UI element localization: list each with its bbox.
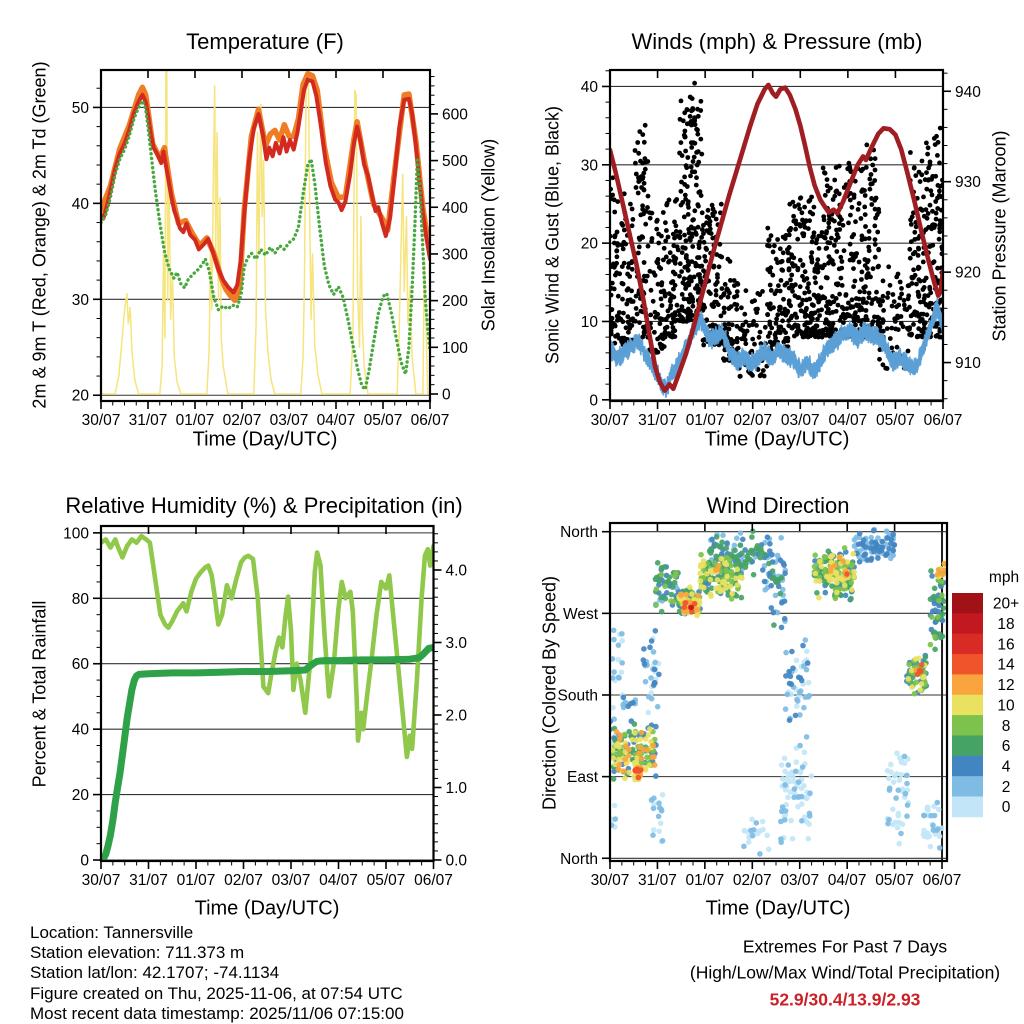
svg-text:40: 40 <box>580 78 598 96</box>
svg-text:31/07: 31/07 <box>638 872 677 889</box>
svg-text:30/07: 30/07 <box>590 412 630 429</box>
svg-text:50: 50 <box>71 99 89 117</box>
svg-text:100: 100 <box>442 339 468 357</box>
extremes-heading: Extremes For Past 7 Days <box>742 936 948 957</box>
svg-text:05/07: 05/07 <box>363 412 403 429</box>
svg-text:12: 12 <box>997 677 1015 695</box>
svg-text:04/07: 04/07 <box>319 872 358 889</box>
svg-text:02/07: 02/07 <box>732 872 772 889</box>
svg-text:West: West <box>562 605 598 623</box>
figure-created-timestamp: Figure created on Thu, 2025-11-06, at 07:54 UTC <box>30 983 403 1003</box>
svg-text:31/07: 31/07 <box>128 412 168 429</box>
svg-text:2.0: 2.0 <box>445 707 468 725</box>
humidity-chart-title: Relative Humidity (%) & Precipitation (in) <box>65 493 463 518</box>
svg-text:East: East <box>566 769 598 787</box>
most-recent-data-timestamp: Most recent data timestamp: 2025/11/06 07:15:00 <box>30 1003 404 1023</box>
svg-text:0: 0 <box>442 386 451 404</box>
svg-text:05/07: 05/07 <box>875 872 914 889</box>
svg-text:0: 0 <box>80 852 89 870</box>
svg-text:20: 20 <box>580 235 598 253</box>
svg-text:05/07: 05/07 <box>876 412 915 429</box>
svg-text:30: 30 <box>71 291 89 309</box>
svg-text:8: 8 <box>1001 717 1011 735</box>
svg-text:200: 200 <box>442 293 468 311</box>
svg-text:300: 300 <box>442 246 468 264</box>
svg-text:40: 40 <box>71 721 89 739</box>
svg-text:01/07: 01/07 <box>685 412 725 429</box>
svg-text:3.0: 3.0 <box>445 634 468 652</box>
svg-text:0: 0 <box>589 392 598 410</box>
temperature-xaxis-label: Time (Day/UTC) <box>192 428 338 451</box>
svg-text:0: 0 <box>1001 799 1011 817</box>
temperature-chart-title: Temperature (F) <box>186 29 344 54</box>
svg-text:20: 20 <box>71 387 89 405</box>
svg-text:31/07: 31/07 <box>638 412 677 429</box>
direction-chart-title: Wind Direction <box>706 493 850 518</box>
svg-text:South: South <box>557 687 598 705</box>
svg-text:30/07: 30/07 <box>590 872 630 889</box>
svg-text:0.0: 0.0 <box>445 852 468 870</box>
svg-text:01/07: 01/07 <box>175 412 215 429</box>
svg-text:920: 920 <box>955 264 981 282</box>
speed-legend-title: mph <box>988 569 1020 586</box>
svg-text:30/07: 30/07 <box>81 872 121 889</box>
svg-text:6: 6 <box>1001 738 1011 756</box>
direction-xaxis-label: Time (Day/UTC) <box>705 897 851 920</box>
svg-text:20: 20 <box>71 787 89 805</box>
svg-text:06/07: 06/07 <box>923 412 963 429</box>
station-metadata <box>30 923 404 1024</box>
svg-text:01/07: 01/07 <box>685 872 725 889</box>
svg-text:400: 400 <box>442 199 468 217</box>
svg-text:18: 18 <box>997 616 1015 634</box>
svg-text:04/07: 04/07 <box>316 412 356 429</box>
svg-text:2: 2 <box>1001 778 1011 796</box>
extremes-values: 52.9/30.4/13.9/2.93 <box>769 989 921 1010</box>
svg-text:910: 910 <box>955 355 981 373</box>
svg-text:06/07: 06/07 <box>922 872 962 889</box>
svg-text:06/07: 06/07 <box>414 872 453 889</box>
svg-text:80: 80 <box>71 590 89 608</box>
svg-text:16: 16 <box>997 636 1015 654</box>
svg-text:10: 10 <box>580 313 598 331</box>
svg-text:930: 930 <box>955 174 981 192</box>
winds-right-axis-title: Station Pressure (Maroon) <box>989 130 1010 342</box>
svg-text:03/07: 03/07 <box>780 872 820 889</box>
svg-text:940: 940 <box>955 83 981 101</box>
svg-text:600: 600 <box>442 106 468 124</box>
direction-left-axis-title: Direction (Colored By Speed) <box>539 575 560 811</box>
humidity-left-axis-title: Percent & Total Rainfall <box>29 600 50 788</box>
svg-text:01/07: 01/07 <box>176 872 216 889</box>
svg-text:14: 14 <box>997 656 1015 674</box>
winds-xaxis-label: Time (Day/UTC) <box>704 428 850 451</box>
humidity-xaxis-label: Time (Day/UTC) <box>194 897 340 920</box>
svg-text:10: 10 <box>997 697 1015 715</box>
svg-text:05/07: 05/07 <box>366 872 406 889</box>
temperature-left-axis-title: 2m & 9m T (Red, Orange) & 2m Td (Green) <box>29 61 50 409</box>
svg-text:03/07: 03/07 <box>269 412 309 429</box>
svg-text:North: North <box>560 850 598 868</box>
svg-text:02/07: 02/07 <box>222 412 262 429</box>
svg-text:60: 60 <box>71 656 89 674</box>
winds-chart-title: Winds (mph) & Pressure (mb) <box>631 29 923 54</box>
svg-text:100: 100 <box>63 525 89 543</box>
svg-text:4.0: 4.0 <box>445 562 468 580</box>
svg-text:500: 500 <box>442 153 468 171</box>
station-latlon: Station lat/lon: 42.1707; -74.1134 <box>30 963 280 983</box>
svg-text:03/07: 03/07 <box>271 872 311 889</box>
winds-left-axis-title: Sonic Wind & Gust (Blue, Black) <box>542 105 563 365</box>
svg-text:04/07: 04/07 <box>828 412 868 429</box>
svg-text:30/07: 30/07 <box>81 412 121 429</box>
svg-text:06/07: 06/07 <box>410 412 450 429</box>
svg-text:20+: 20+ <box>992 595 1020 613</box>
temperature-right-axis-title: Solar Insolation (Yellow) <box>478 138 499 332</box>
svg-text:1.0: 1.0 <box>445 779 468 797</box>
svg-text:02/07: 02/07 <box>224 872 263 889</box>
svg-text:40: 40 <box>71 195 89 213</box>
svg-text:02/07: 02/07 <box>733 412 773 429</box>
svg-text:31/07: 31/07 <box>129 872 168 889</box>
station-elevation: Station elevation: 711.373 m <box>30 943 245 963</box>
station-location: Location: Tannersville <box>30 923 194 942</box>
svg-text:4: 4 <box>1001 758 1011 776</box>
svg-text:30: 30 <box>580 157 598 175</box>
svg-text:03/07: 03/07 <box>780 412 820 429</box>
svg-text:North: North <box>560 524 598 542</box>
svg-text:04/07: 04/07 <box>827 872 867 889</box>
extremes-subheading: (High/Low/Max Wind/Total Precipitation) <box>689 962 1001 983</box>
